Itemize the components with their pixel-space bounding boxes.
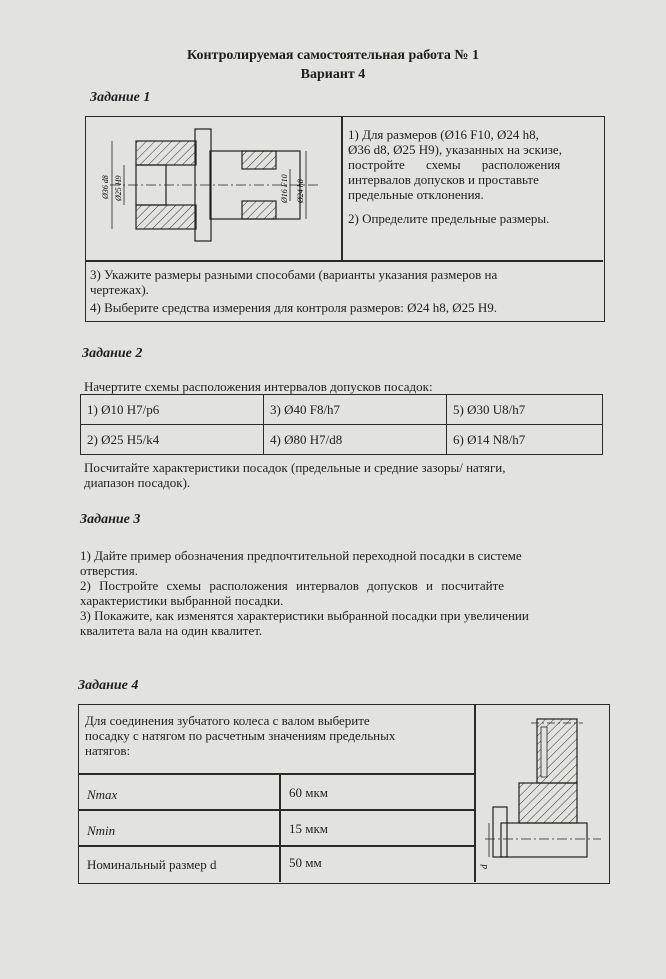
nmin-value: 15 мкм bbox=[289, 821, 329, 836]
task2-intro: Начертите схемы расположения интервалов допусков посадок: bbox=[84, 379, 433, 394]
sketch-label-d36: Ø36 d8 bbox=[101, 175, 110, 199]
task3-item3-line: квалитета вала на один квалитет. bbox=[80, 623, 263, 638]
task3-heading: Задание 3 bbox=[80, 512, 141, 527]
nominal-size-value: 50 мм bbox=[289, 855, 322, 870]
sketch-label-h24: Ø24 h8 bbox=[296, 179, 305, 203]
dimension-label-d: d bbox=[479, 864, 489, 869]
column-divider bbox=[279, 773, 281, 882]
task4-frame bbox=[78, 704, 610, 884]
task4-intro-line: Для соединения зубчатого колеса с валом выберите bbox=[85, 713, 370, 728]
task1-item3-line: чертежах). bbox=[90, 282, 149, 297]
task1-item3-line: 3) Укажите размеры разными способами (варианты указания размеров на bbox=[90, 267, 498, 282]
row-divider bbox=[79, 773, 475, 775]
variant-label: Вариант 4 bbox=[300, 67, 366, 82]
table-row bbox=[81, 425, 603, 455]
task4-divider-vertical bbox=[474, 705, 476, 882]
task1-item4: 4) Выберите средства измерения для контроля размеров: Ø24 h8, Ø25 H9. bbox=[90, 300, 498, 315]
row-divider bbox=[79, 809, 475, 811]
task3-item2-line: характеристики выбранной посадки. bbox=[80, 593, 284, 608]
task2-heading: Задание 2 bbox=[82, 346, 143, 361]
task1-item3 bbox=[90, 267, 598, 297]
sketch-label-f16: Ø16 F10 bbox=[280, 174, 289, 203]
task1-divider-vertical bbox=[341, 117, 343, 260]
task4-intro bbox=[85, 713, 469, 758]
task1-item2: 2) Определите предельные размеры. bbox=[348, 211, 550, 226]
task1-frame bbox=[85, 116, 605, 322]
task1-item1-line: 1) Для размеров (Ø16 F10, Ø24 h8, bbox=[348, 127, 539, 142]
task1-item1-line: Ø36 d8, Ø25 H9), указанных на эскизе, bbox=[348, 142, 562, 157]
fits-table bbox=[80, 394, 603, 455]
task2-outro-line: диапазон посадок). bbox=[84, 475, 191, 490]
task2-outro-line: Посчитайте характеристики посадок (предельные и средние зазоры/ натяги, bbox=[84, 460, 506, 475]
task3-items bbox=[80, 548, 606, 638]
page-title: Контролируемая самостоятельная работа № 1 bbox=[187, 48, 479, 63]
nmax-label: Nmax bbox=[87, 787, 118, 802]
task1-item1-line: интервалов допусков и проставьте bbox=[348, 172, 539, 187]
fit-cell: 6) Ø14 N8/h7 bbox=[447, 425, 603, 455]
gear-shaft-drawing bbox=[479, 709, 605, 879]
task1-heading: Задание 1 bbox=[90, 90, 151, 105]
task1-item1-line: постройте схемы расположения bbox=[348, 157, 561, 172]
fit-cell: 1) Ø10 H7/p6 bbox=[81, 395, 264, 425]
fit-cell: 3) Ø40 F8/h7 bbox=[264, 395, 447, 425]
task1-divider-horizontal bbox=[86, 260, 603, 262]
fit-cell: 5) Ø30 U8/h7 bbox=[447, 395, 603, 425]
nominal-size-label: Номинальный размер d bbox=[87, 857, 217, 872]
task4-intro-line: посадку с натягом по расчетным значениям предельных bbox=[85, 728, 396, 743]
task3-item1-line: отверстия. bbox=[80, 563, 138, 578]
table-row bbox=[81, 395, 603, 425]
fit-cell: 2) Ø25 H5/k4 bbox=[81, 425, 264, 455]
task3-item1-line: 1) Дайте пример обозначения предпочтительной переходной посадки в системе bbox=[80, 548, 522, 563]
sketch-label-h25: Ø25 H9 bbox=[114, 175, 123, 201]
shaft-sketch bbox=[90, 121, 338, 257]
task1-item1-line: предельные отклонения. bbox=[348, 187, 484, 202]
fit-cell: 4) Ø80 H7/d8 bbox=[264, 425, 447, 455]
nmax-value: 60 мкм bbox=[289, 785, 329, 800]
row-divider bbox=[79, 845, 475, 847]
task1-item1 bbox=[348, 127, 600, 202]
nmin-label: Nmin bbox=[87, 823, 116, 838]
task2-outro bbox=[84, 460, 604, 490]
task3-item2-line: 2) Постройте схемы расположения интервалов допусков и посчитайте bbox=[80, 578, 505, 593]
gear-drawing-lines bbox=[485, 719, 601, 857]
task3-item3-line: 3) Покажите, как изменятся характеристики выбранной посадки при увеличении bbox=[80, 608, 529, 623]
task4-heading: Задание 4 bbox=[78, 678, 139, 693]
task4-intro-line: натягов: bbox=[85, 743, 131, 758]
